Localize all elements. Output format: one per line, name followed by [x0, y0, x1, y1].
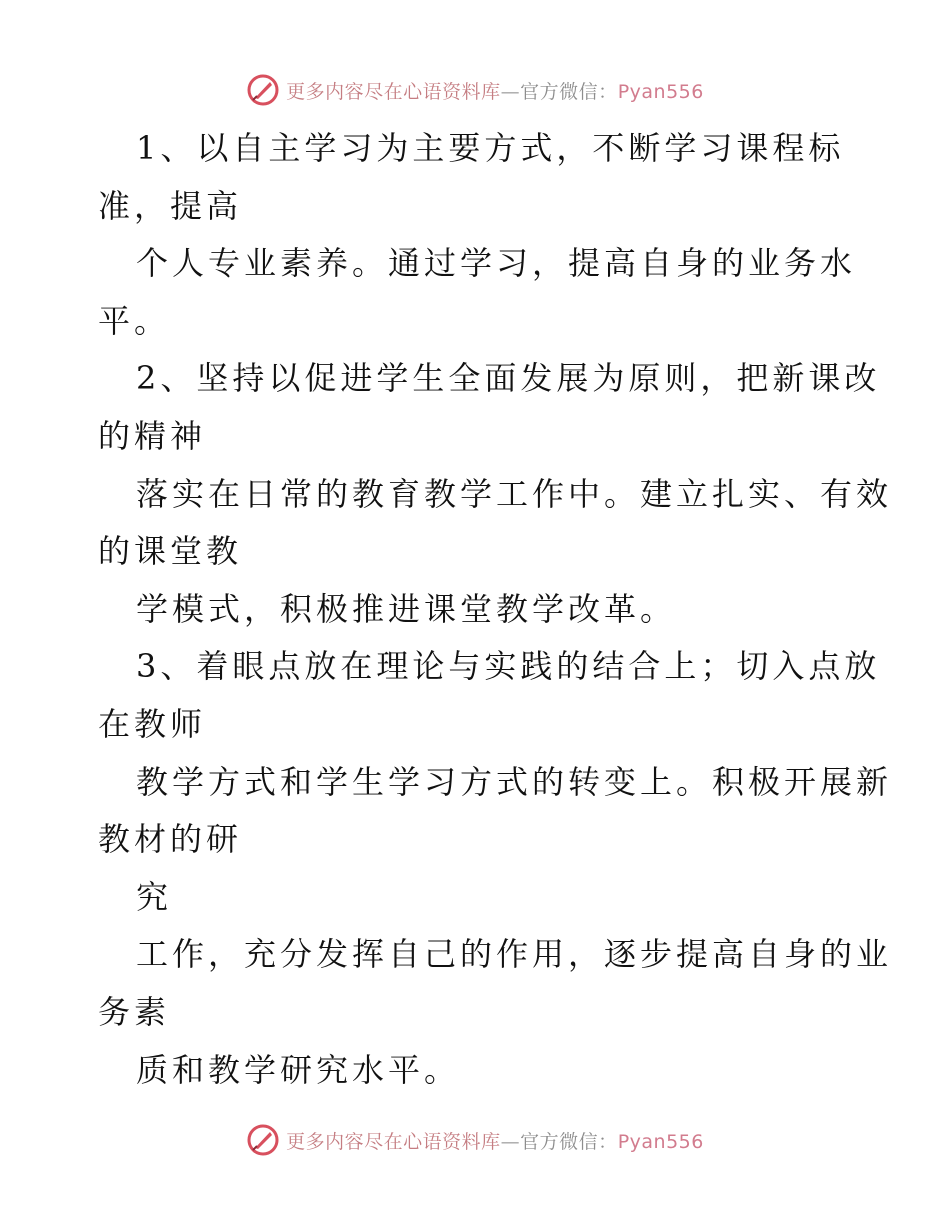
watermark-text: [286, 77, 704, 104]
watermark-id: Pyan556: [617, 1130, 704, 1153]
watermark-text: [286, 1127, 704, 1154]
watermark-label: 官方微信：: [520, 1130, 618, 1153]
watermark-dash: —: [500, 80, 521, 103]
quill-logo-icon: [246, 73, 280, 107]
body-line: 学模式，积极推进课堂教学改革。: [136, 589, 677, 628]
body-line: 教学方式和学生学习方式的转变上。积极开展新: [136, 762, 893, 801]
document-body: [98, 120, 893, 1099]
body-line: 个人专业素养。通过学习，提高自身的业务水: [136, 244, 857, 283]
body-line: 质和教学研究水平。: [136, 1050, 461, 1089]
body-line: 在教师: [98, 704, 207, 743]
body-line: 教材的研: [98, 820, 243, 859]
watermark-label: 官方微信：: [520, 80, 618, 103]
watermark-main: 更多内容尽在心语资料库: [286, 1130, 501, 1153]
body-line: 1、以自主学习为主要方式，不断学习课程标: [136, 129, 845, 167]
quill-logo-icon: [246, 1123, 280, 1157]
watermark-main: 更多内容尽在心语资料库: [286, 80, 501, 103]
body-line: 准，提高: [98, 186, 243, 225]
watermark-id: Pyan556: [617, 80, 704, 103]
body-line: 务素: [98, 992, 171, 1031]
body-line: 落实在日常的教育教学工作中。建立扎实、有效: [136, 474, 893, 513]
body-line: 3、着眼点放在理论与实践的结合上；切入点放: [136, 647, 881, 686]
watermark-dash: —: [500, 1130, 521, 1153]
body-line: 究: [136, 877, 173, 916]
body-line: 的精神: [98, 416, 207, 455]
header-watermark: [0, 70, 950, 110]
footer-watermark: [0, 1120, 950, 1160]
body-line: 的课堂教: [98, 532, 243, 571]
body-line: 2、坚持以促进学生全面发展为原则，把新课改: [136, 359, 881, 398]
body-line: 平。: [98, 301, 171, 340]
body-line: 工作，充分发挥自己的作用，逐步提高自身的业: [136, 935, 893, 974]
